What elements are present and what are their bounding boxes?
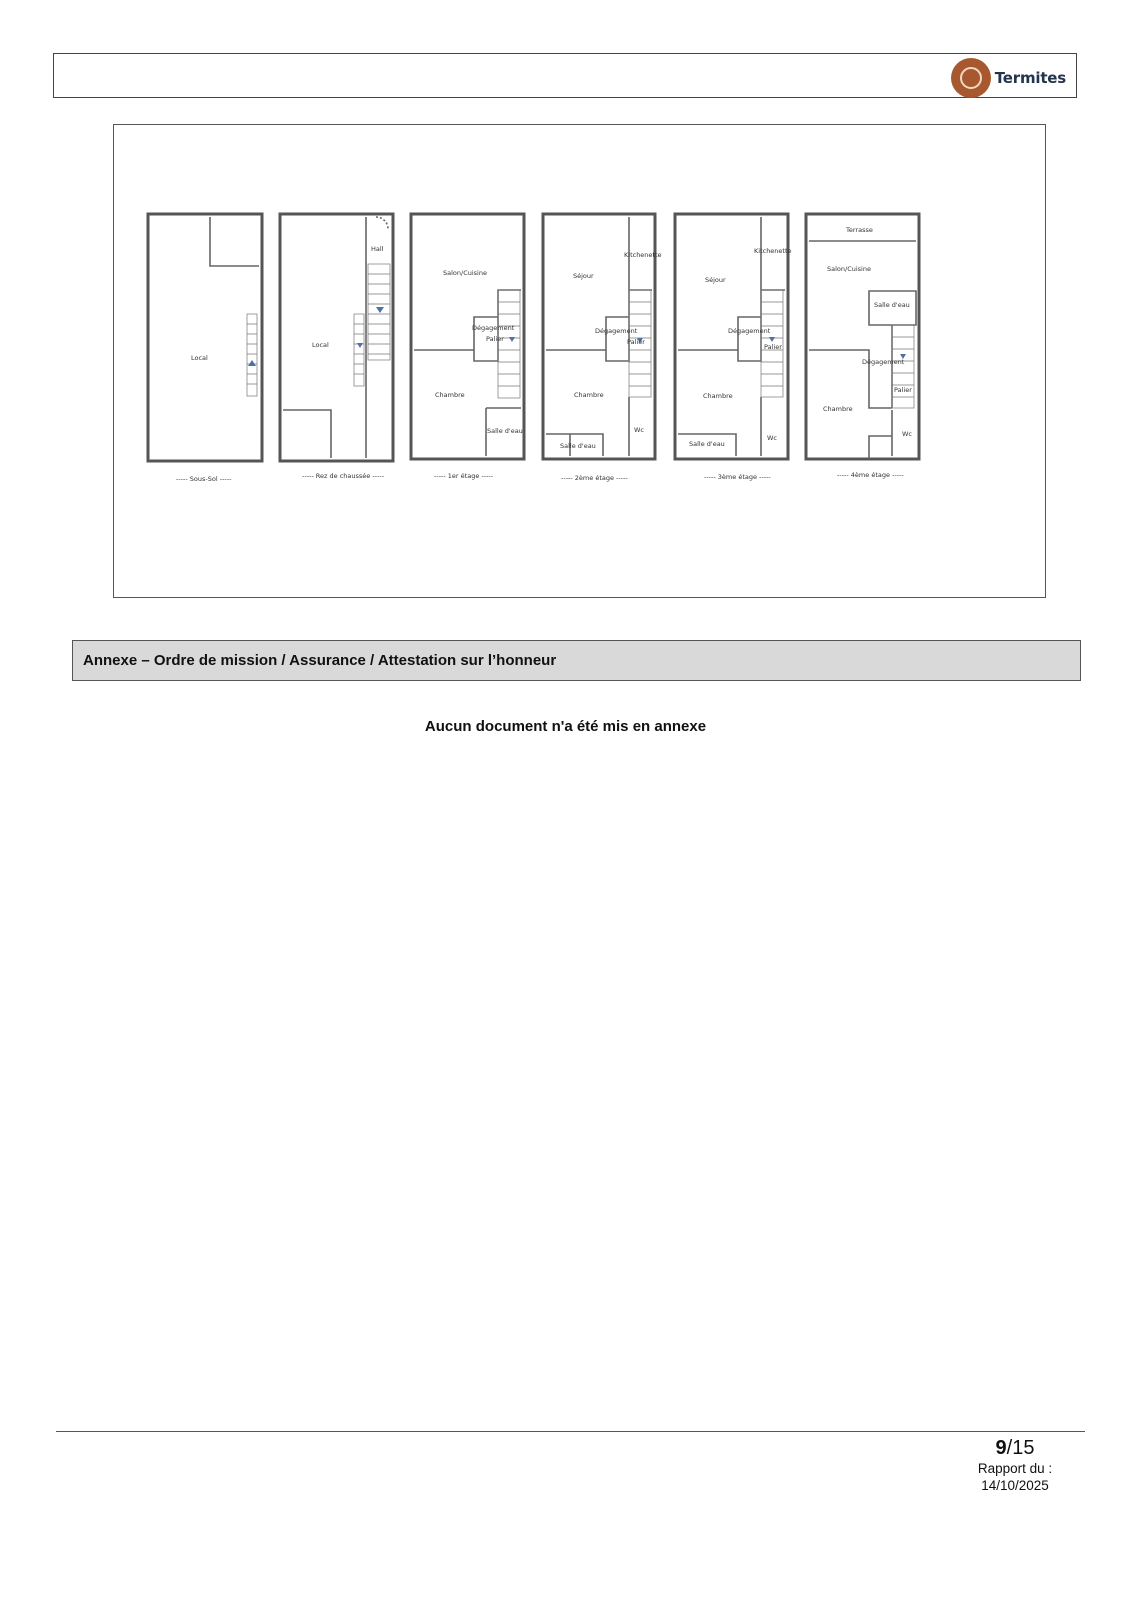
report-date: 14/10/2025	[981, 1478, 1049, 1493]
room-label: Séjour	[705, 276, 726, 284]
room-label: Palier	[627, 338, 645, 346]
page-footer	[950, 1436, 1080, 1494]
floor-name: 4ème étage	[850, 471, 890, 479]
floor-name: 1er étage	[447, 472, 480, 480]
room-label: Wc	[902, 430, 913, 438]
floor-caption: ----- 3ème étage -----	[704, 473, 771, 481]
floor-plan-frame	[113, 124, 1046, 598]
room-label: Chambre	[574, 391, 604, 399]
page-header	[53, 53, 1077, 98]
floor-name: Sous-Sol	[189, 475, 218, 483]
floor-caption: ----- Rez de chaussée -----	[302, 472, 385, 480]
room-label: Salle d'eau	[487, 427, 523, 435]
page-current: 9	[995, 1437, 1007, 1459]
floor-caption: ----- Sous-Sol -----	[176, 475, 232, 483]
room-label: Chambre	[823, 405, 853, 413]
room-label: Salle d'eau	[689, 440, 725, 448]
floor-caption: ----- 4ème étage -----	[837, 471, 904, 479]
room-label: Salon/Cuisine	[827, 265, 871, 273]
annex-empty-message: Aucun document n'a été mis en annexe	[424, 718, 707, 735]
room-label: Local	[312, 341, 329, 349]
floor-plan-1er-etage	[411, 214, 524, 480]
room-label: Palier	[486, 335, 504, 343]
floor-plan-3eme-etage	[675, 214, 792, 481]
floor-plan-4eme-etage	[806, 214, 919, 479]
floor-name: 3ème étage	[717, 473, 757, 481]
room-label: Dégagement	[862, 358, 905, 366]
footer-divider	[56, 1431, 1085, 1432]
floor-plan-sous-sol	[148, 214, 262, 483]
room-label: Chambre	[435, 391, 465, 399]
report-label: Rapport du :	[977, 1461, 1053, 1476]
floor-name: 2ème étage	[574, 474, 614, 482]
termite-icon	[951, 58, 991, 98]
room-label: Hall	[371, 245, 384, 253]
floor-caption: ----- 1er étage -----	[434, 472, 494, 480]
room-label: Dégagement	[595, 327, 638, 335]
floor-plans-drawing	[114, 125, 1047, 599]
floor-caption: ----- 2ème étage -----	[561, 474, 628, 482]
logo-text: Termites	[994, 69, 1066, 87]
room-label: Kitchenette	[624, 251, 662, 259]
room-label: Chambre	[703, 392, 733, 400]
termites-logo	[951, 58, 1066, 98]
room-label: Dégagement	[472, 324, 515, 332]
page-number	[950, 1436, 1080, 1460]
floor-plan-2eme-etage	[543, 214, 662, 482]
room-label: Salon/Cuisine	[443, 269, 487, 277]
room-label: Salle d'eau	[560, 442, 596, 450]
annex-section-header: Annexe – Ordre de mission / Assurance / Attestation sur l’honneur	[72, 640, 1081, 681]
room-label: Local	[191, 354, 208, 362]
room-label: Wc	[634, 426, 645, 434]
room-label: Palier	[894, 386, 912, 394]
room-label: Palier	[764, 343, 782, 351]
room-label: Wc	[767, 434, 778, 442]
room-label: Kitchenette	[754, 247, 792, 255]
floor-plan-rez-de-chaussee	[280, 214, 393, 480]
floor-name: Rez de chaussée	[315, 472, 371, 480]
room-label: Séjour	[573, 272, 594, 280]
room-label: Salle d'eau	[874, 301, 910, 309]
room-label: Terrasse	[846, 226, 873, 234]
page-total: /15	[1006, 1437, 1035, 1459]
room-label: Dégagement	[728, 327, 771, 335]
